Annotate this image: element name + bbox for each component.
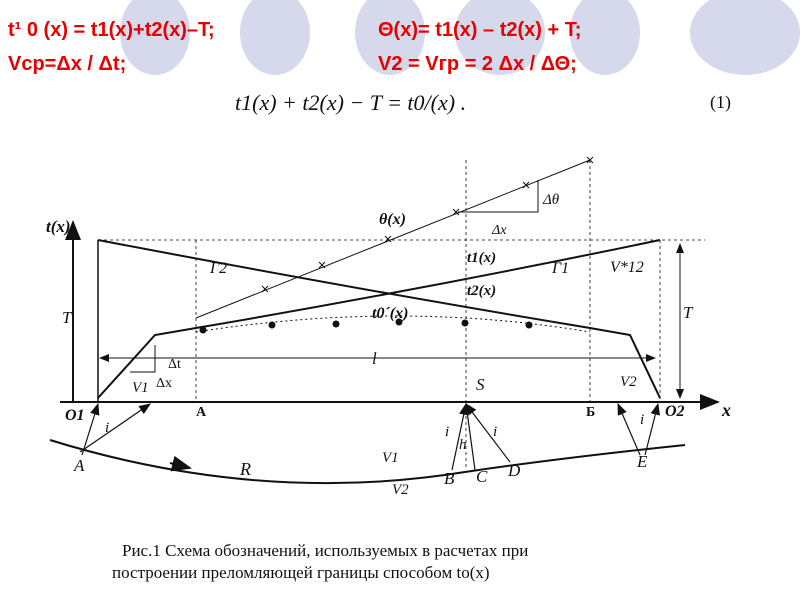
label-B: B — [444, 469, 455, 488]
label-dt: Δt — [168, 357, 181, 372]
label-A-source: A — [74, 456, 85, 475]
label-V2-bottom: V2 — [392, 482, 409, 498]
caption-line-2: построении преломляющей границы способом to(x) — [112, 563, 490, 582]
label-h: h — [459, 437, 467, 453]
label-t-axis: t(x) — [46, 217, 71, 236]
label-dx-top: Δx — [492, 223, 507, 238]
label-C: C — [476, 467, 488, 486]
label-gamma1: Г1 — [552, 260, 570, 277]
label-x-axis: x — [722, 400, 731, 420]
caption-line-1: Рис.1 Схема обозначений, используемых в расчетах при — [122, 541, 529, 560]
label-O2: O2 — [665, 403, 685, 420]
label-S: S — [476, 375, 485, 394]
label-i1: i — [105, 420, 110, 436]
label-V1-bottom: V1 — [382, 450, 399, 466]
label-V2-right: V2 — [620, 374, 637, 390]
label-l: l — [372, 349, 377, 368]
label-dtheta: Δθ — [543, 192, 560, 208]
label-i-right: i — [640, 412, 645, 428]
label-R: R — [240, 459, 251, 479]
refraction-diagram — [0, 85, 800, 545]
label-i2: i — [445, 424, 450, 440]
boundary-arrow — [170, 463, 190, 468]
ray — [618, 404, 640, 455]
label-O1: O1 — [65, 407, 85, 424]
label-v12: V*12 — [610, 259, 644, 276]
label-dx-small: Δx — [156, 376, 173, 391]
formula-t0: t¹ 0 (x) = t1(x)+t2(x)–T; — [8, 19, 215, 41]
label-D: D — [508, 461, 521, 480]
label-t2x: t2(x) — [467, 283, 497, 299]
label-i3: i — [493, 424, 498, 440]
label-T-left: T — [62, 308, 72, 327]
equation-number: (1) — [710, 92, 731, 112]
figure-caption — [112, 540, 752, 584]
label-t0x: t0´(x) — [372, 305, 409, 322]
label-T-right: T — [683, 303, 693, 322]
t0-points — [200, 319, 533, 334]
formula-vcp: Vср=Δx / Δt; — [8, 53, 127, 75]
formula-v2: V2 = Vгр = 2 Δx / ΔΘ; — [378, 53, 577, 75]
label-gamma2: Г2 — [210, 260, 228, 277]
label-B-point: Б — [586, 405, 596, 420]
formula-theta: Θ(x)= t1(x) – t2(x) + T; — [378, 19, 582, 41]
label-t1x: t1(x) — [467, 250, 497, 266]
equation-text: t1(x) + t2(x) − T = t0/(x) . — [235, 90, 467, 115]
label-E: E — [637, 452, 648, 471]
label-V1-left: V1 — [132, 380, 149, 396]
label-theta: θ(x) — [379, 211, 406, 228]
refracting-boundary — [50, 440, 685, 483]
decor-circle — [240, 0, 310, 75]
label-A-point: A — [196, 405, 207, 420]
decor-circle — [690, 0, 800, 75]
